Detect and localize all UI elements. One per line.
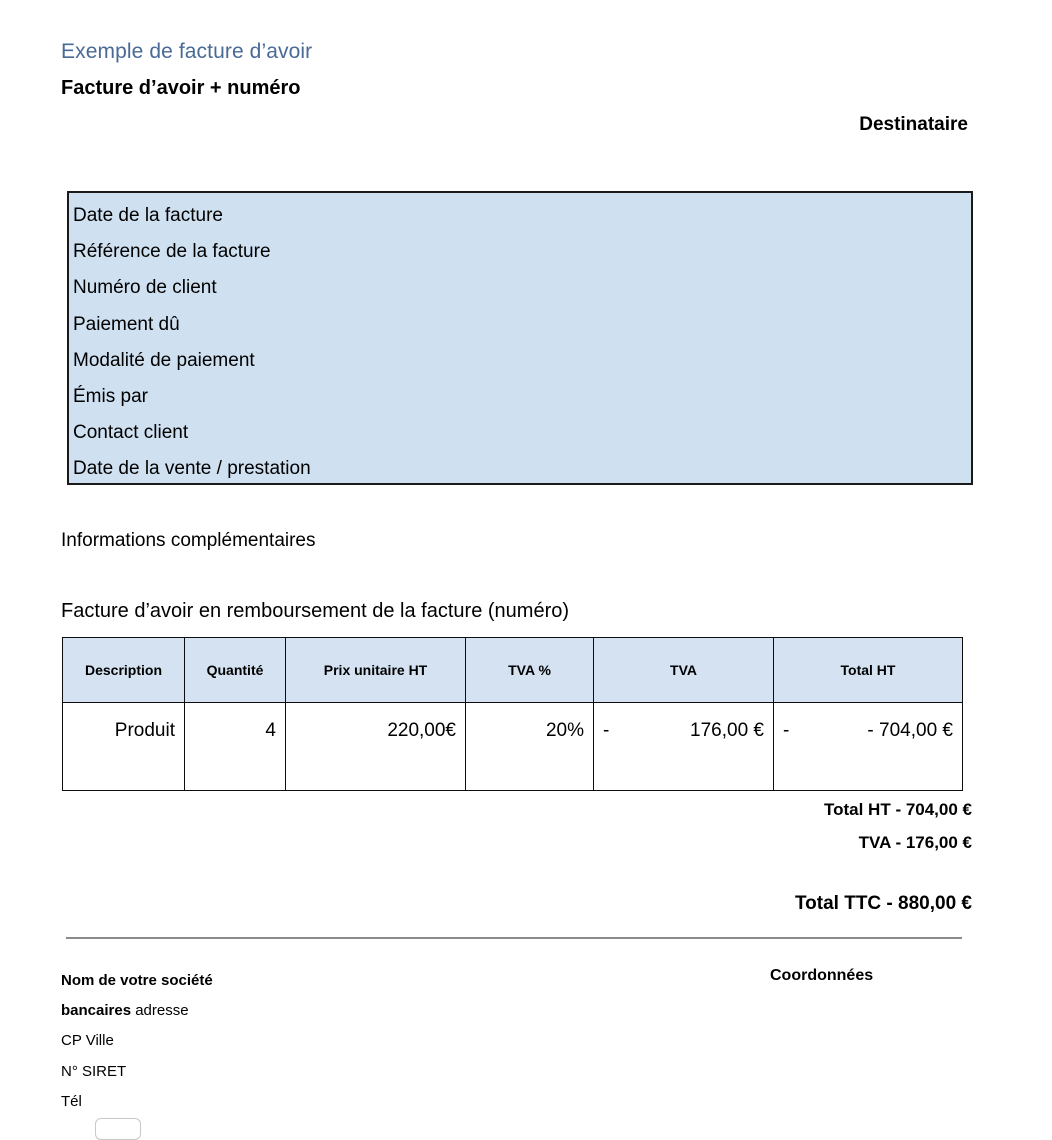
bottom-button[interactable] (95, 1118, 141, 1140)
invoice-details-list (73, 198, 971, 488)
company-city: CP Ville (61, 1032, 114, 1050)
cell-total-sign: - (783, 720, 790, 741)
list-item: Contact client (73, 422, 189, 444)
total-ht-line: Total HT - 704,00 € (823, 800, 972, 819)
invoice-details-block (67, 191, 973, 485)
cell-vat-sign: - (603, 720, 610, 741)
refund-reference-note: Facture d’avoir en remboursement de la facture (numéro) (61, 600, 570, 622)
table-body (63, 703, 963, 791)
column-header-total-ht: Total HT (774, 638, 963, 703)
cell-vat-percent: 20% (466, 703, 594, 791)
page-title: Exemple de facture d’avoir (61, 40, 313, 63)
list-item: Paiement dû (73, 313, 180, 335)
company-phone: Tél (61, 1092, 82, 1110)
list-item: Émis par (73, 386, 148, 408)
column-header-quantity: Quantité (185, 638, 286, 703)
additional-information-heading: Informations complémentaires (61, 530, 316, 551)
cell-total-value: - 704,00 € (867, 720, 953, 741)
recipient-label: Destinataire (859, 114, 968, 135)
column-header-vat-amount: TVA (594, 638, 774, 703)
line-items-table (62, 637, 963, 791)
list-item: Date de la facture (73, 205, 223, 226)
cell-total-ht (774, 703, 963, 791)
totals-summary (824, 793, 972, 859)
list-item: Modalité de paiement (73, 349, 255, 371)
document-subtitle: Facture d’avoir + numéro (61, 77, 301, 99)
grand-total-line: Total TTC - 880,00 € (794, 893, 972, 914)
cell-quantity: 4 (185, 703, 286, 791)
company-name: Nom de votre société (61, 972, 213, 989)
column-header-unit-price: Prix unitaire HT (286, 638, 466, 703)
cell-description: Produit (63, 703, 185, 791)
company-address-rest: adresse (131, 1002, 189, 1020)
column-header-description: Description (63, 638, 185, 703)
total-vat-line: TVA - 176,00 € (858, 833, 972, 852)
list-item: Date de la vente / prestation (73, 458, 311, 480)
company-address-bold: bancaires (61, 1002, 132, 1020)
cell-vat-amount (594, 703, 774, 791)
company-details (61, 966, 213, 1117)
table-row (63, 703, 963, 791)
list-item: Numéro de client (73, 277, 217, 299)
cell-vat-value: 176,00 € (690, 720, 764, 741)
company-siret: N° SIRET (61, 1062, 127, 1080)
cell-unit-price: 220,00€ (286, 703, 466, 791)
column-header-vat-percent: TVA % (466, 638, 594, 703)
contact-details-label: Coordonnées (770, 967, 874, 984)
company-address (61, 996, 213, 1026)
footer-divider (66, 937, 962, 939)
list-item: Référence de la facture (73, 241, 271, 263)
table-header (63, 638, 963, 703)
table-header-row (63, 638, 963, 703)
